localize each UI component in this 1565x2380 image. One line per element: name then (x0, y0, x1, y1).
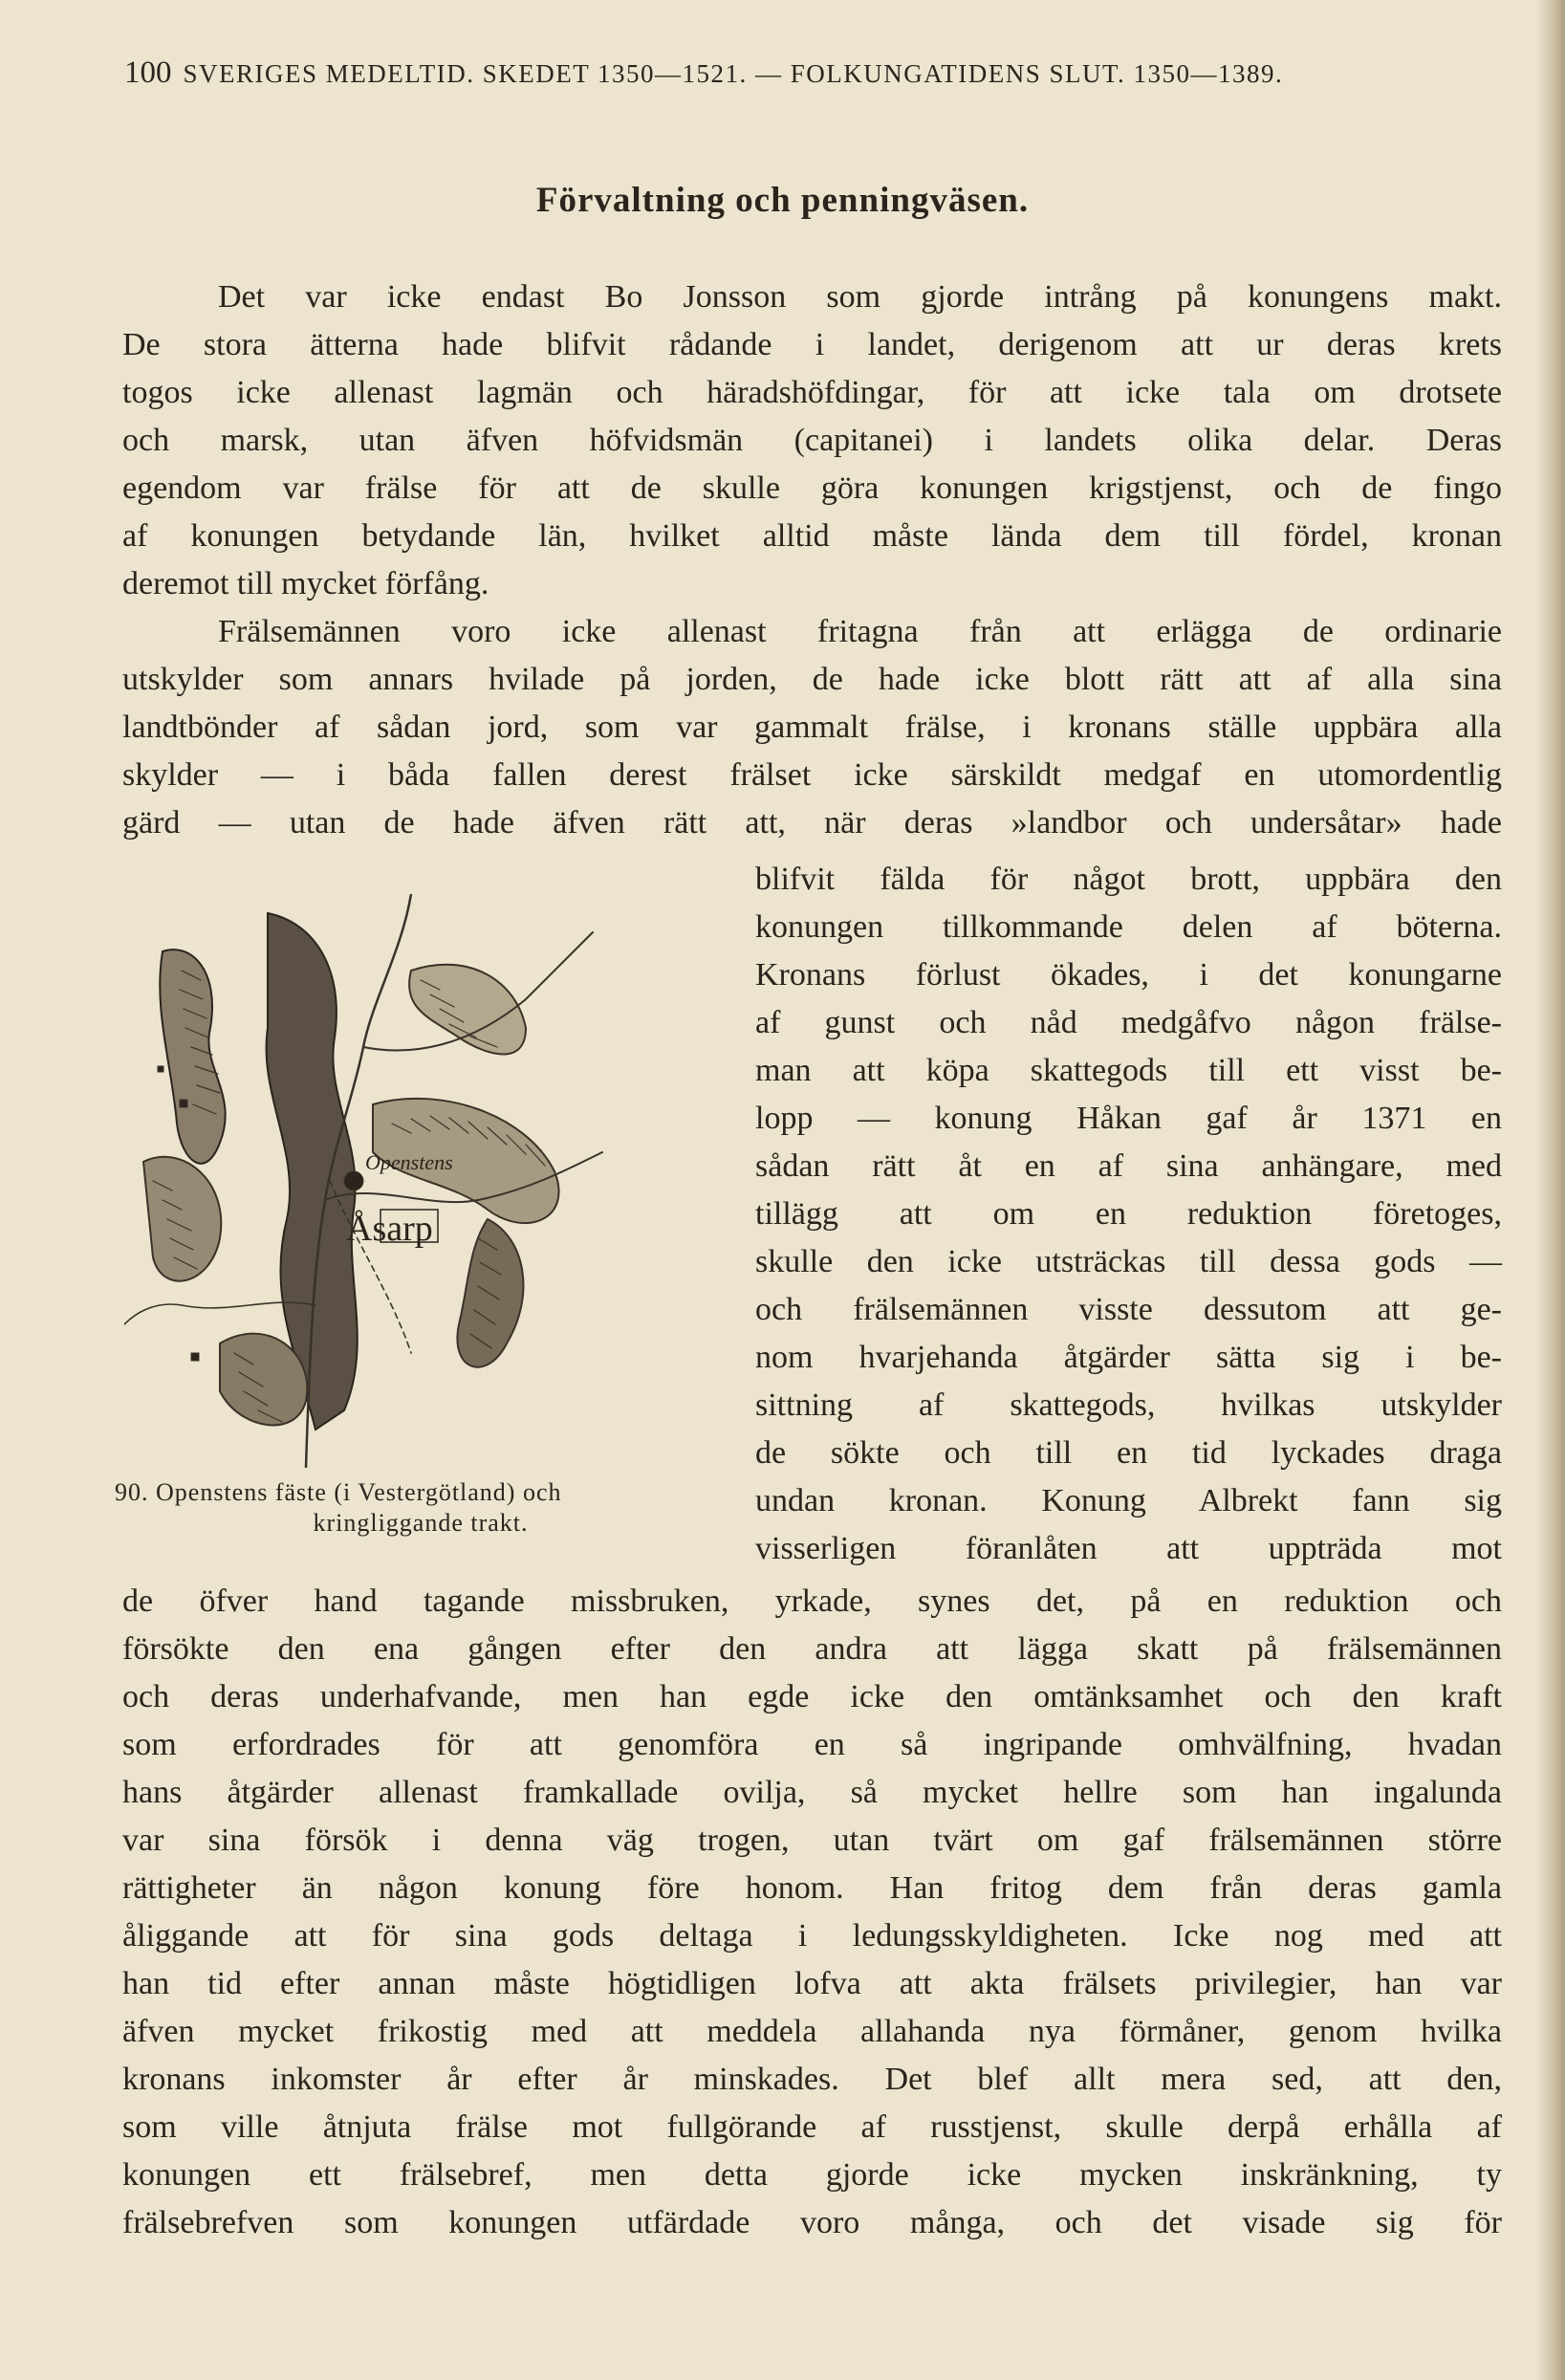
text-line: egendom var frälse för att de skulle göra konungen krigstjenst, och de fingo (122, 470, 1502, 506)
section-title: Förvaltning och penningväsen. (535, 181, 1030, 220)
text-line: De stora ätterna hade blifvit rådande i landet, derigenom att ur deras krets (122, 327, 1502, 362)
text-line: Kronans förlust ökades, i det konungarne (755, 957, 1502, 993)
text-line: Frälsemännen voro icke allenast fritagna från att erlägga de ordinarie (218, 614, 1502, 649)
text-line: de öfver hand tagande missbruken, yrkade, synes det, på en reduktion och (122, 1583, 1502, 1619)
text-line: skylder — i båda fallen derest frälset icke särskildt medgaf en utomordentlig (122, 757, 1502, 793)
text-line: af gunst och nåd medgåfvo någon frälse- (755, 1005, 1502, 1040)
text-line: landtbönder af sådan jord, som var gammalt frälse, i kronans ställe uppbära alla (122, 710, 1502, 745)
text-line: de sökte och till en tid lyckades draga (755, 1435, 1502, 1471)
text-line: åliggande att för sina gods deltaga i ledungsskyldigheten. Icke nog med att (122, 1918, 1502, 1954)
text-line: frälsebrefven som konungen utfärdade voro många, och det visade sig för (122, 2205, 1502, 2240)
text-line: lopp — konung Håkan gaf år 1371 en (755, 1101, 1502, 1136)
text-line: visserligen föranlåten att uppträda mot (755, 1531, 1502, 1566)
text-line: undan kronan. Konung Albrekt fann sig (755, 1483, 1502, 1518)
map-label-asarp: Åsarp (346, 1209, 433, 1249)
text-line: var sina försök i denna väg trogen, utan tvärt om gaf frälsemännen större (122, 1823, 1502, 1858)
text-line: han tid efter annan måste högtidligen lofva att akta frälsets privilegier, han var (122, 1966, 1502, 2001)
page-spine-shadow (1536, 0, 1565, 2380)
text-line: och frälsemännen visste dessutom att ge- (755, 1292, 1502, 1327)
text-line: och deras underhafvande, men han egde icke den omtänksamhet och den kraft (122, 1679, 1502, 1714)
text-line: tillägg att om en reduktion företoges, (755, 1196, 1502, 1232)
map-figure (124, 894, 698, 1468)
page-number: 100 (124, 55, 172, 90)
text-line: hans åtgärder allenast framkallade ovilja, så mycket hellre som han ingalunda (122, 1775, 1502, 1810)
caption-line-2: kringliggande trakt. (313, 1509, 529, 1537)
text-line: som ville åtnjuta frälse mot fullgörande af russtjenst, skulle derpå erhålla af (122, 2109, 1502, 2145)
text-line: blifvit fälda för något brott, uppbära den (755, 862, 1502, 897)
text-line: af konungen betydande län, hvilket alltid måste lända dem till fördel, kronan (122, 518, 1502, 554)
text-line: skulle den icke utsträckas till dessa gods — (755, 1244, 1502, 1279)
text-line: konungen ett frälsebref, men detta gjorde icke mycken inskränkning, ty (122, 2157, 1502, 2193)
map-label-openstens: Openstens (365, 1150, 453, 1174)
text-line: gärd — utan de hade äfven rätt att, när deras »landbor och undersåtar» hade (122, 805, 1502, 841)
text-line: man att köpa skattegods till ett visst be- (755, 1053, 1502, 1088)
running-title: SVERIGES MEDELTID. SKEDET 1350—1521. — FOLKUNGATIDENS SLUT. 1350—1389. (183, 59, 1284, 88)
text-line: sådan rätt åt en af sina anhängare, med (755, 1148, 1502, 1184)
text-line: äfven mycket frikostig med att meddela allahanda nya förmåner, genom hvilka (122, 2014, 1502, 2049)
figure-caption (115, 1477, 727, 1539)
text-line: utskylder som annars hvilade på jorden, de hade icke blott rätt att af alla sina (122, 662, 1502, 697)
text-line: Det var icke endast Bo Jonsson som gjorde intrång på konungens makt. (218, 279, 1502, 315)
text-line: togos icke allenast lagmän och häradshöfdingar, för att icke tala om drotsete (122, 375, 1502, 410)
caption-line-1: 90. Openstens fäste (i Vestergötland) och (115, 1478, 562, 1506)
text-line: konungen tillkommande delen af böterna. (755, 909, 1502, 945)
running-header (124, 55, 1501, 91)
text-line: sittning af skattegods, hvilkas utskylder (755, 1387, 1502, 1423)
text-line: kronans inkomster år efter år minskades. Det blef allt mera sed, att den, (122, 2062, 1502, 2097)
text-line: försökte den ena gången efter den andra att lägga skatt på frälsemännen (122, 1631, 1502, 1667)
text-line: nom hvarjehanda åtgärder sätta sig i be- (755, 1340, 1502, 1375)
engraved-map-illustration (124, 894, 698, 1468)
text-line: rättigheter än någon konung före honom. Han fritog dem från deras gamla (122, 1870, 1502, 1906)
text-line: som erfordrades för att genomföra en så ingripande omhvälfning, hvadan (122, 1727, 1502, 1762)
text-line: deremot till mycket förfång. (122, 566, 489, 601)
text-line: och marsk, utan äfven höfvidsmän (capitanei) i landets olika delar. Deras (122, 423, 1502, 458)
